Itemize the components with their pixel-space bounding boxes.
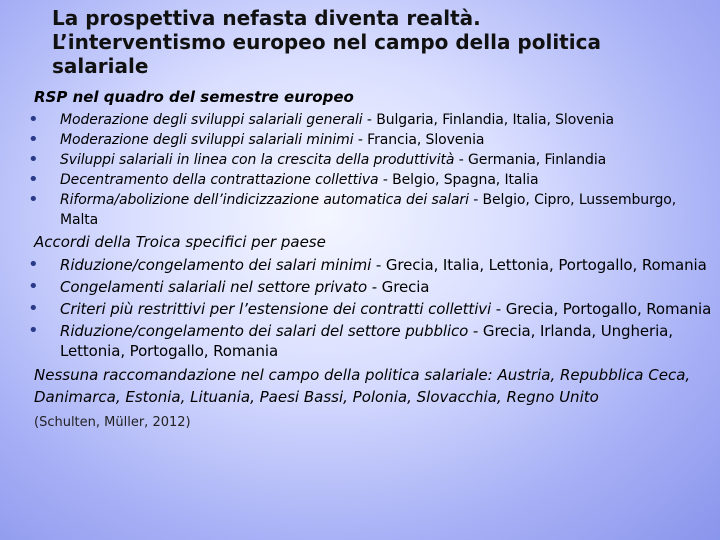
item-topic: Sviluppi salariali in linea con la crescita della produttività	[60, 152, 455, 168]
bullet-icon: •	[28, 276, 39, 297]
item-topic: Criteri più restrittivi per l’estensione dei contratti collettivi	[60, 300, 492, 318]
item-topic: Decentramento della contrattazione collettiva	[60, 172, 379, 188]
item-topic: Riduzione/congelamento dei salari del settore pubblico	[60, 322, 469, 340]
list-item	[28, 276, 714, 297]
item-countries: - Grecia, Italia, Lettonia, Portogallo, Romania	[371, 256, 707, 274]
no-recommendation-note: Nessuna raccomandazione nel campo della politica salariale: Austria, Repubblica Ceca, Danimarca, Estonia, Lituania, Paesi Bassi, Polonia, Slovacchia, Regno Unito	[34, 366, 691, 406]
bullet-icon: •	[28, 129, 39, 150]
item-topic: Moderazione degli sviluppi salariali generali	[60, 112, 363, 128]
list-item	[28, 320, 714, 361]
list-item	[28, 149, 714, 170]
list-item	[28, 298, 714, 319]
troika-list	[28, 254, 714, 361]
item-countries: - Grecia	[367, 278, 430, 296]
item-topic: Riduzione/congelamento dei salari minimi	[60, 256, 372, 274]
bullet-icon: •	[28, 320, 39, 341]
title-line-1: La prospettiva nefasta diventa realtà.	[52, 6, 481, 30]
item-countries: - Belgio, Cipro, Lussemburgo, Malta	[60, 192, 677, 228]
list-item	[28, 129, 714, 150]
slide-title	[52, 6, 692, 78]
bullet-icon: •	[28, 254, 39, 275]
section-heading-rsp: RSP nel quadro del semestre europeo	[34, 88, 354, 106]
slide-content	[28, 88, 714, 432]
list-item	[28, 109, 714, 130]
rsp-list	[28, 109, 714, 230]
title-line-3: salariale	[52, 54, 149, 78]
item-countries: - Francia, Slovenia	[353, 132, 485, 148]
bullet-icon: •	[28, 149, 39, 170]
item-topic: Congelamenti salariali nel settore privato	[60, 278, 368, 296]
section-heading-troika: Accordi della Troica specifici per paese	[34, 233, 326, 251]
item-countries: - Germania, Finlandia	[454, 152, 607, 168]
item-topic: Riforma/abolizione dell’indicizzazione automatica dei salari	[60, 192, 469, 208]
item-countries: - Grecia, Portogallo, Romania	[491, 300, 712, 318]
item-countries: - Belgio, Spagna, Italia	[378, 172, 539, 188]
item-topic: Moderazione degli sviluppi salariali minimi	[60, 132, 354, 148]
bullet-icon: •	[28, 109, 39, 130]
bullet-icon: •	[28, 298, 39, 319]
bullet-icon: •	[28, 189, 39, 210]
title-line-2: L’interventismo europeo nel campo della politica	[52, 30, 601, 54]
item-countries: - Bulgaria, Finlandia, Italia, Slovenia	[362, 112, 614, 128]
list-item	[28, 254, 714, 275]
list-item	[28, 189, 714, 230]
bullet-icon: •	[28, 169, 39, 190]
citation: (Schulten, Müller, 2012)	[34, 415, 191, 430]
list-item	[28, 169, 714, 190]
item-countries: - Grecia, Irlanda, Ungheria, Lettonia, Portogallo, Romania	[60, 322, 673, 360]
